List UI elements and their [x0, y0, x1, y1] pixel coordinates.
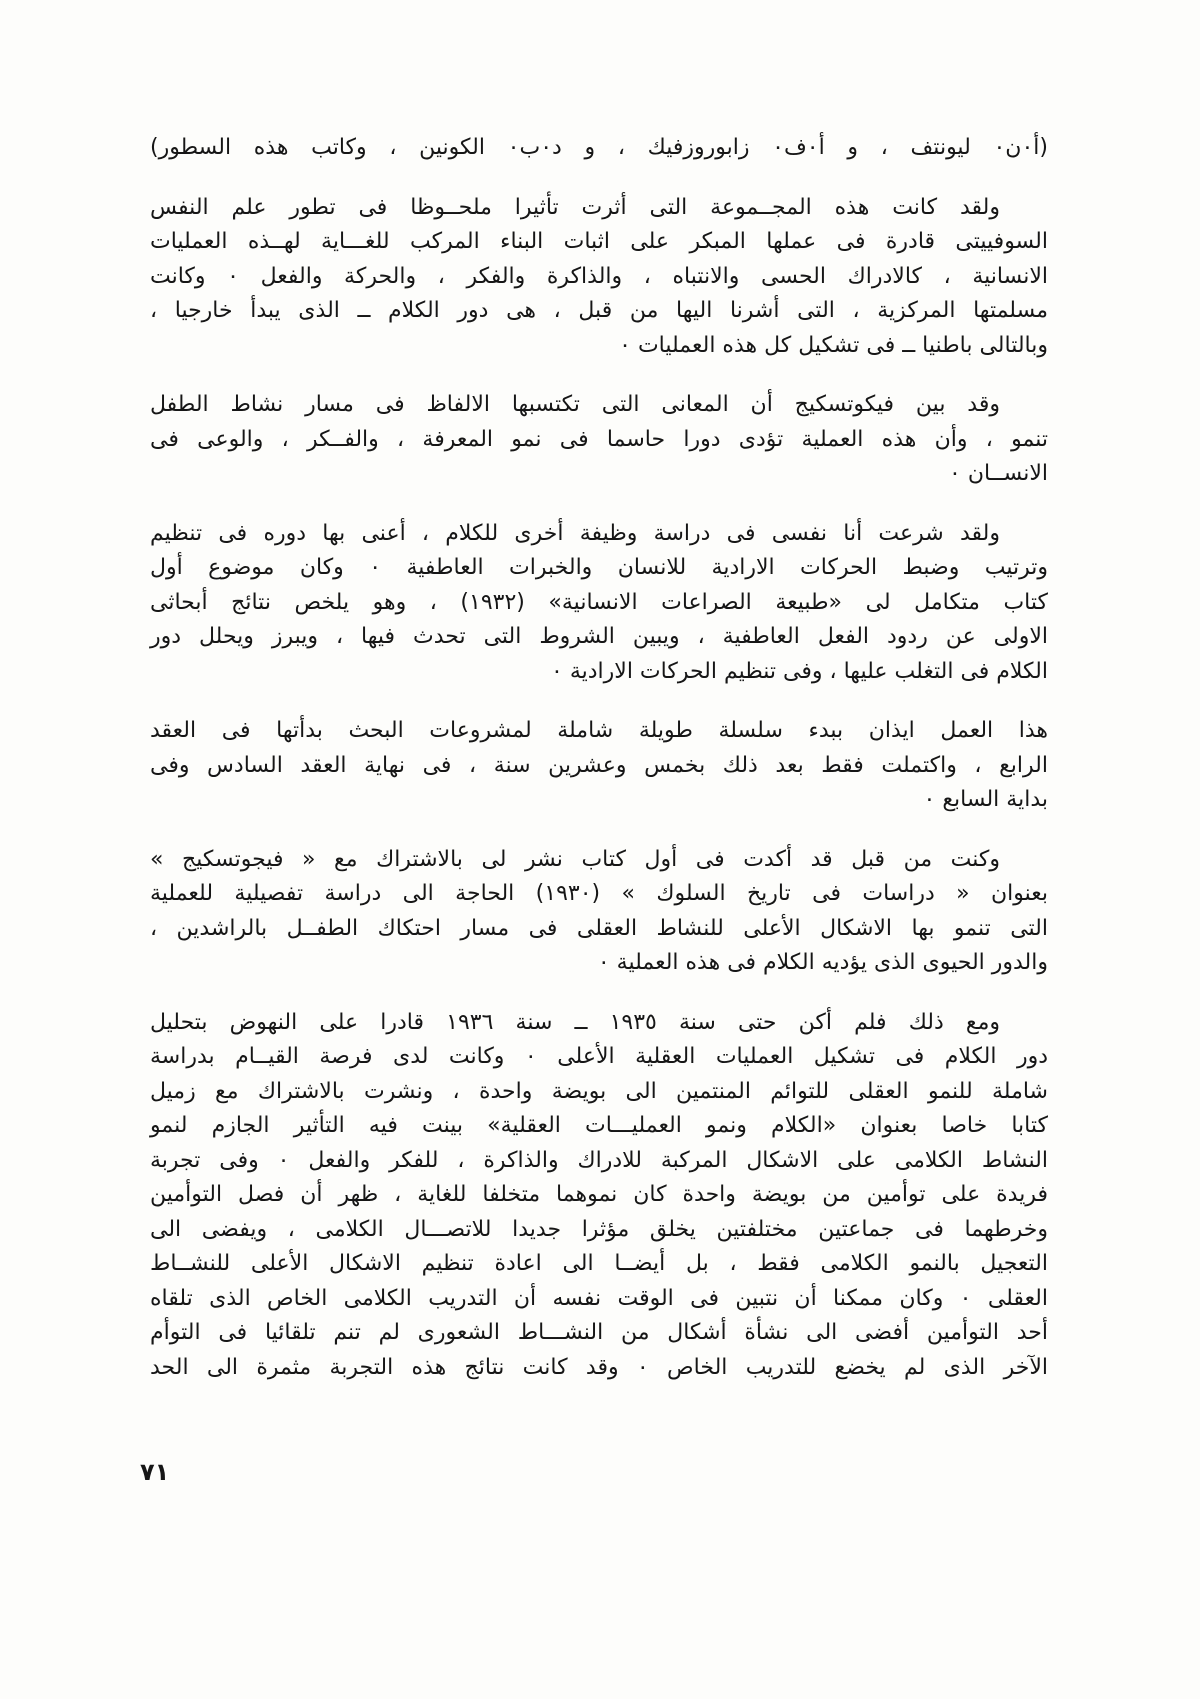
paragraph [150, 131, 1048, 166]
text-line: الرابع ، واكتملت فقط بعد ذلك بخمس وعشرين سنة ، فى نهاية العقد السادس وفى [150, 752, 1048, 778]
text-line: التعجيل بالنمو الكلامى فقط ، بل أيضــا الى اعادة تنظيم الاشكال الأعلى للنشــاط [150, 1251, 1048, 1276]
text-line: فريدة على توأمين من بويضة واحدة كان نموهما متخلفا للغاية ، ظهر أن فصل التوأمين [150, 1182, 1048, 1207]
page-number: ٧١ [140, 1458, 170, 1486]
text-line: كتابا خاصا بعنوان «الكلام ونمو العمليـــات العقلية» بينت فيه التأثير الجازم لنمو [150, 1113, 1048, 1138]
text-line: هذا العمل ايذان ببدء سلسلة طويلة شاملة لمشروعات البحث بدأتها فى العقد [150, 718, 1048, 743]
text-line: وكنت من قبل قد أكدت فى أول كتاب نشر لى بالاشتراك مع « فيجوتسكيج » [150, 846, 1000, 872]
text-line: كتاب متكامل لى «طبيعة الصراعات الانسانية» (١٩٣٢) ، وهو يلخص نتائج أبحاثى [150, 589, 1048, 615]
text-line: شاملة للنمو العقلى للتوائم المنتمين الى بويضة واحدة ، ونشرت بالاشتراك مع زميل [150, 1078, 1048, 1104]
text-line: بداية السابع ٠ [923, 787, 1048, 812]
text-line: أحد التوأمين أفضى الى نشأة أشكال من النشـــاط الشعورى لم تنم تلقائيا فى التوأم [150, 1320, 1048, 1345]
text-line: (أ٠ن٠ ليونتف ، و أ٠ف٠ زابوروزفيك ، و د٠ب٠ الكونين ، وكاتب هذه السطور) [150, 135, 1048, 160]
text-line: وترتيب وضبط الحركات الارادية للانسان والخبرات العاطفية ٠ وكان موضوع أول [150, 555, 1048, 580]
text-line: وقد بين فيكوتسكيج أن المعانى التى تكتسبها الالفاظ فى مسار نشاط الطفل [150, 392, 1000, 417]
text-line: تنمو ، وأن هذه العملية تؤدى دورا حاسما فى نمو المعرفة ، والفــكر ، والوعى فى [150, 426, 1048, 452]
text-line: وبالتالى باطنيا ــ فى تشكيل كل هذه العمليات ٠ [619, 332, 1048, 358]
text-line: بعنوان « دراسات فى تاريخ السلوك » (١٩٣٠) الحاجة الى دراسة تفصيلية للعملية [150, 881, 1048, 906]
paragraph [150, 714, 1048, 818]
paragraph [150, 388, 1048, 492]
paragraph [150, 1006, 1048, 1386]
text-line: الانسانية ، كالادراك الحسى والانتباه ، والذاكرة والفكر ، والحركة والفعل ٠ وكانت [150, 263, 1048, 289]
text-line: ومع ذلك فلم أكن حتى سنة ١٩٣٥ ــ سنة ١٩٣٦ قادرا على النهوض بتحليل [150, 1009, 1000, 1035]
text-line: الكلام فى التغلب عليها ، وفى تنظيم الحركات الارادية ٠ [551, 658, 1048, 684]
text-line: العقلى ٠ وكان ممكنا أن نتبين فى الوقت نفسه أن التدريب الكلامى الخاص الذى تلقاه [150, 1285, 1048, 1311]
paragraph [150, 517, 1048, 690]
text-line: ولقد كانت هذه المجــموعة التى أثرت تأثيرا ملحــوظا فى تطور علم النفس [150, 194, 1000, 220]
text-line: السوفييتى قادرة فى عملها المبكر على اثبات البناء المركب للغـــاية لهــذه العمليات [150, 229, 1048, 254]
paragraph [150, 191, 1048, 364]
text-line: الاولى عن ردود الفعل العاطفية ، ويبين الشروط التى تحدث فيها ، ويبرز ويحلل دور [150, 624, 1048, 649]
text-line: الآخر الذى لم يخضع للتدريب الخاص ٠ وقد كانت نتائج هذه التجربة مثمرة الى الحد [150, 1354, 1048, 1380]
text-line: وخرطهما فى جماعتين مختلفتين يخلق مؤثرا جديدا للاتصـــال الكلامى ، ويفضى الى [150, 1216, 1048, 1242]
text-line: مسلمتها المركزية ، التى أشرنا اليها من قبل ، هى دور الكلام ــ الذى يبدأ خارجيا ، [150, 298, 1048, 323]
text-line: دور الكلام فى تشكيل العمليات العقلية الأعلى ٠ وكانت لدى فرصة القيــام بدراسة [150, 1044, 1048, 1069]
body-text [150, 131, 1048, 1385]
text-line: التى تنمو بها الاشكال الأعلى للنشاط العقلى فى مسار احتكاك الطفــل بالراشدين ، [150, 915, 1048, 941]
text-line: النشاط الكلامى على الاشكال المركبة للادراك والذاكرة ، للفكر والفعل ٠ وفى تجربة [150, 1147, 1048, 1173]
text-line: الانســان ٠ [949, 461, 1048, 486]
paragraph [150, 843, 1048, 981]
text-line: والدور الحيوى الذى يؤديه الكلام فى هذه العملية ٠ [597, 950, 1048, 975]
text-line: ولقد شرعت أنا نفسى فى دراسة وظيفة أخرى للكلام ، أعنى بها دوره فى تنظيم [150, 520, 1000, 546]
